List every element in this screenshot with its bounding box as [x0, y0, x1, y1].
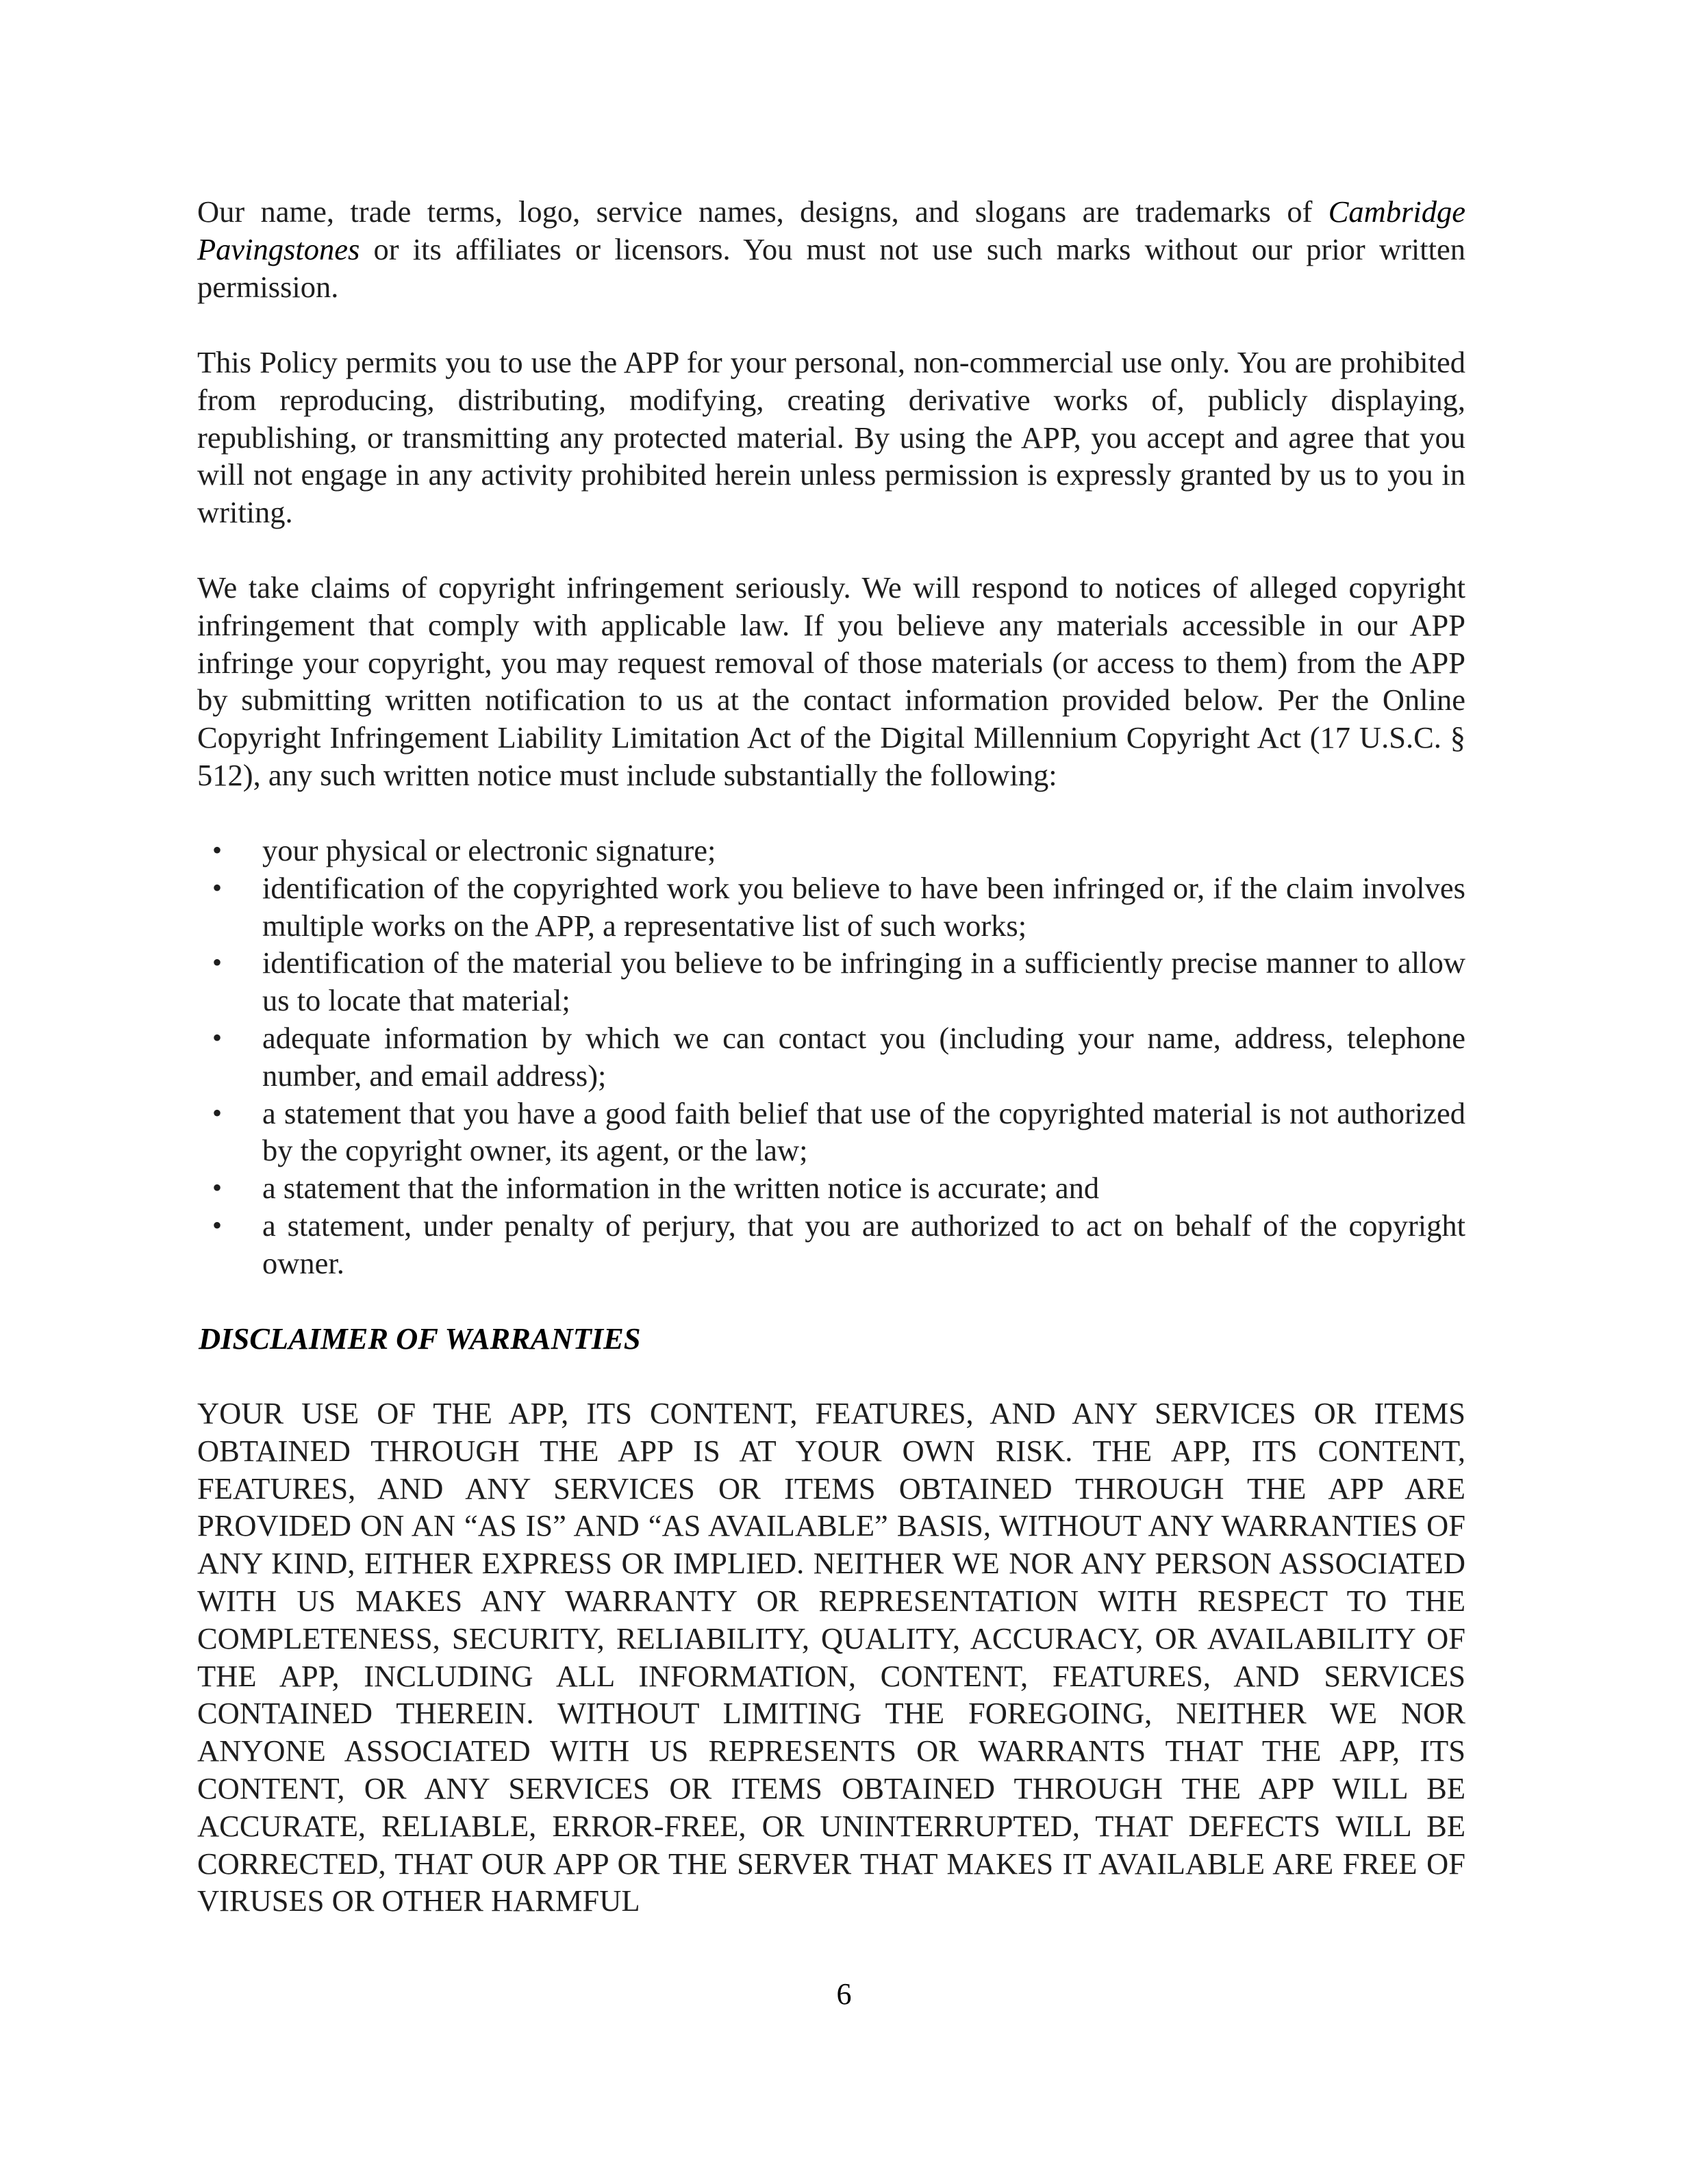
usage-policy-paragraph: [197, 344, 1465, 531]
disclaimer-text: YOUR USE OF THE APP, ITS CONTENT, FEATURES, AND ANY SERVICES OR ITEMS OBTAINED THROUGH THE APP IS AT YOUR OWN RISK. THE APP, ITS CONTENT, FEATURES, AND ANY SERVICES OR ITEMS OBTAINED THROUGH THE APP ARE PROVIDED ON AN “AS IS” AND “AS AVAILABLE” BASIS, WITHOUT ANY WARRANTIES OF ANY KIND, EITHER EXPRESS OR IMPLIED. NEITHER WE NOR ANY PERSON ASSOCIATED WITH US MAKES ANY WARRANTY OR REPRESENTATION WITH RESPECT TO THE COMPLETENESS, SECURITY, RELIABILITY, QUALITY, ACCURACY, OR AVAILABILITY OF THE APP, INCLUDING ALL INFORMATION, CONTENT, FEATURES, AND SERVICES CONTAINED THEREIN. WITHOUT LIMITING THE FOREGOING, NEITHER WE NOR ANYONE ASSOCIATED WITH US REPRESENTS OR WARRANTS THAT THE APP, ITS CONTENT, OR ANY SERVICES OR ITEMS OBTAINED THROUGH THE APP WILL BE ACCURATE, RELIABLE, ERROR-FREE, OR UNINTERRUPTED, THAT DEFECTS WILL BE CORRECTED, THAT OUR APP OR THE SERVER THAT MAKES IT AVAILABLE ARE FREE OF VIRUSES OR OTHER HARMFUL: [197, 1396, 1465, 1918]
trademark-trail: or its affiliates or licensors. You must not use such marks without our prior written permission.: [197, 231, 1465, 304]
bullet-icon: •: [212, 1172, 223, 1204]
brand-name: Cambridge Pavingstones: [197, 194, 1465, 266]
bullet-icon: •: [212, 947, 223, 978]
section-heading: DISCLAIMER OF WARRANTIES: [199, 1321, 641, 1356]
trademark-paragraph: [197, 193, 1465, 305]
list-item: • identification of the copyrighted work you believe to have been infringed or, if the claim involves multiple works on the APP, a representative list of such works;: [212, 870, 1465, 943]
bullet-icon: •: [212, 872, 223, 903]
list-item: • a statement, under penalty of perjury, that you are authorized to act on behalf of the copyright owner.: [212, 1208, 1465, 1280]
list-item: • your physical or electronic signature;: [197, 832, 1465, 869]
copyright-text: We take claims of copyright infringement seriously. We will respond to notices of alleged copyright infringement that comply with applicable law. If you believe any materials accessible in our APP infringe your copyright, you may request removal of those materials (or access to them) from the APP by submitting written notification to us at the contact information provided below. Per the Online Copyright Infringement Liability Limitation Act of the Digital Millennium Copyright Act (17 U.S.C. § 512), any such written notice must include substantially the following:: [197, 570, 1465, 792]
page-number: 6: [836, 1977, 852, 2011]
list-item: • adequate information by which we can contact you (including your name, address, telephone number, and email address);: [212, 1020, 1465, 1093]
copyright-paragraph: [197, 569, 1465, 794]
list-item: • identification of the material you believe to be infringing in a sufficiently precise manner to allow us to locate that material;: [212, 945, 1465, 1018]
bullet-icon: •: [212, 1021, 223, 1053]
disclaimer-paragraph: [197, 1395, 1465, 1920]
bullet-icon: •: [212, 1209, 223, 1241]
list-item: • a statement that you have a good faith belief that use of the copyrighted material is not authorized by the copyright owner, its agent, or the law;: [212, 1095, 1465, 1168]
usage-policy-text: This Policy permits you to use the APP for your personal, non-commercial use only. You are prohibited from reproducing, distributing, modifying, creating derivative works of, publicly displaying, republishing, or transmitting any protected material. By using the APP, you accept and agree that you will not engage in any activity prohibited herein unless permission is expressly granted by us to you in writing.: [197, 345, 1465, 530]
bullet-icon: •: [212, 1097, 223, 1128]
notice-requirements-list: [197, 832, 1465, 1282]
trademark-lead: Our name, trade terms, logo, service names, designs, and slogans are trademarks of: [197, 194, 1328, 229]
list-item: • a statement that the information in the written notice is accurate; and: [197, 1169, 1465, 1207]
bullet-icon: •: [212, 835, 223, 865]
